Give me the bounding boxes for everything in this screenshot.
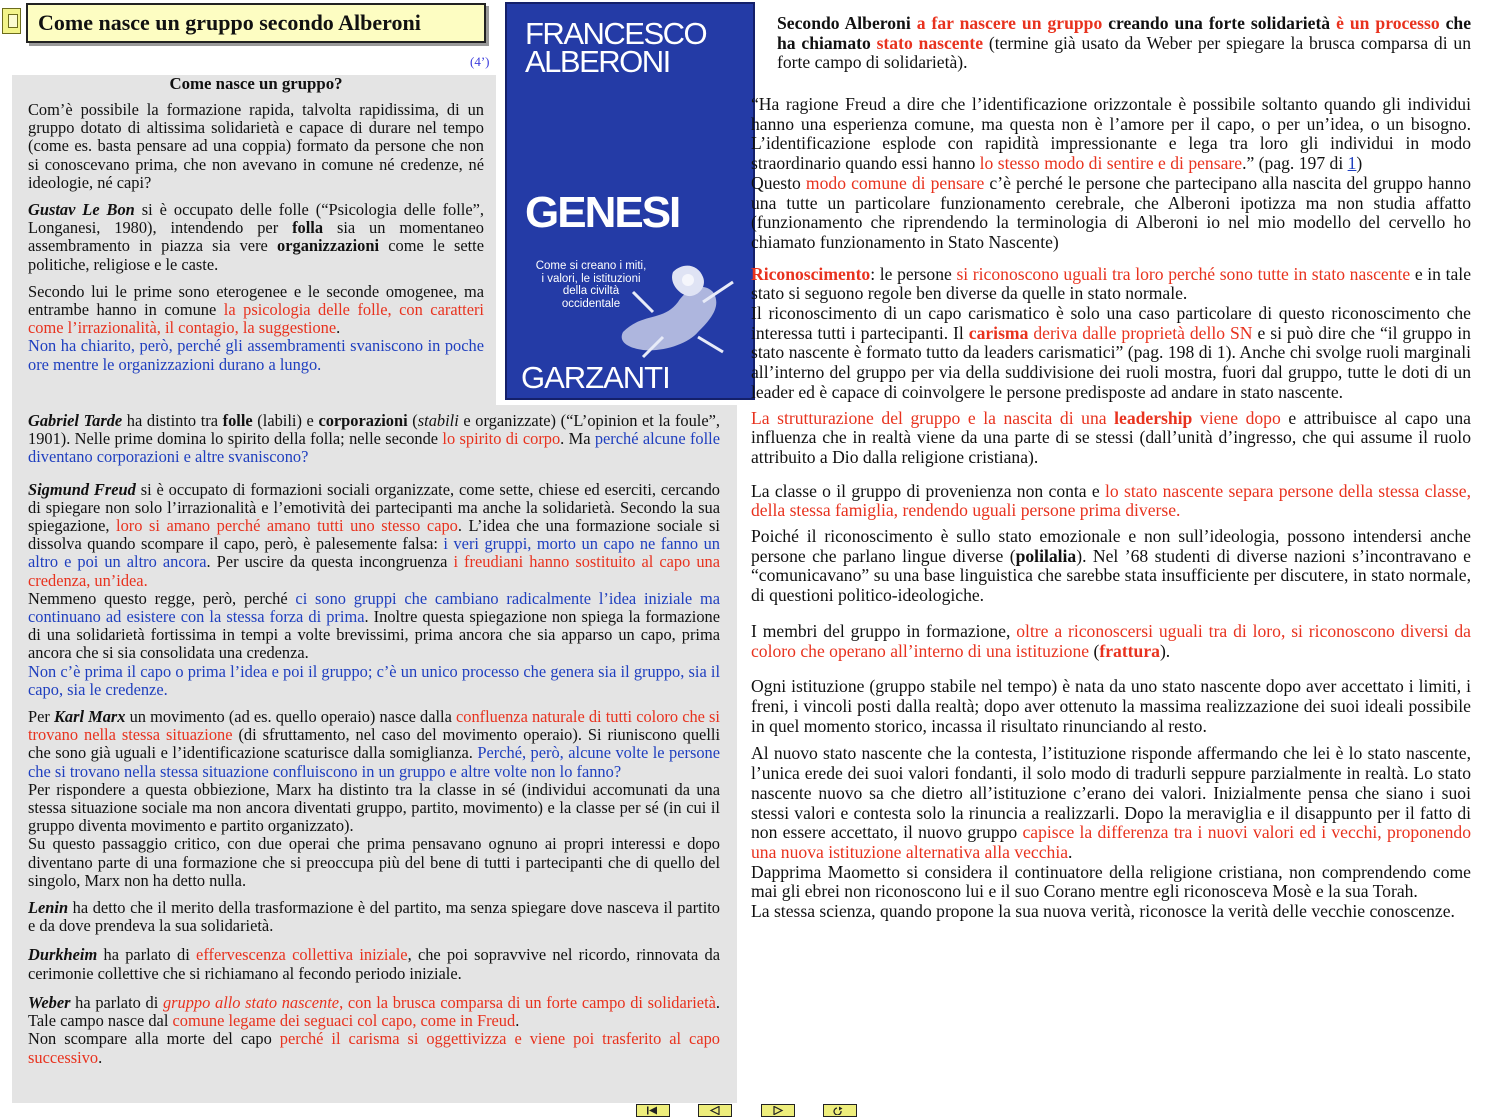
lenin-paragraph: Lenin ha detto che il merito della trasformazione è del partito, ma senza spiegare dove nasceva il partito e da dove prendeva la sua solidarietà.	[28, 898, 720, 936]
durkheim-paragraph: Durkheim ha parlato di effervescenza collettiva iniziale, che poi sopravvive nel ricordo, rinnovata da cerimonie collettive che si richiamano al fecondo periodo iniziale.	[28, 945, 720, 983]
next-page-button[interactable]	[761, 1104, 795, 1117]
carisma-paragraph: Il riconoscimento di un capo carismatico è solo una caso particolare di questo riconoscimento che interessa tutti i partecipanti. Il carisma deriva dalle proprietà dello SN e si può dire che “il gruppo in stato nascente è formato tutto da leaders carismatici” (pag. 198 di 1). Anche chi svolge ruoli marginali all’interno del gruppo per via della suddivisione dei ruoli mostra, fuori dal gruppo, tutte le doti di un leader ed è capace di coinvolgere le persone predisposte ad andare in stato nascente.	[751, 303, 1471, 402]
marx-paragraph: Per Karl Marx un movimento (ad es. quello operaio) nasce dalla confluenza naturale di tutti coloro che si trovano nella stessa situazione (di sfruttamento, nel caso del movimento operaio). Si riuniscono quelli che sono già uguali e l’identificazione scaturisce dalla somiglianza. Perché, però, alcune volte le persone che si trovano nella stessa situazione confluiscono in un gruppo e altre volte non lo fanno?	[28, 707, 720, 781]
return-button[interactable]	[823, 1104, 857, 1117]
lebon-paragraph-2: Secondo lui le prime sono eterogenee e le seconde omogenee, ma entrambe hanno in comune la psicologia delle folle, con caratteri come l’irrazionalità, il contagio, la suggestione. Non ha chiarito, però, perché gli assembramenti svaniscono in poche ore mentre le organizzazioni durano a lungo.	[28, 281, 484, 374]
left-column-top	[28, 74, 484, 374]
book-publisher: GARZANTI	[521, 360, 670, 395]
alberoni-intro-paragraph: Secondo Alberoni a far nascere un gruppo creando una forte solidarietà è un processo che ha chiamato stato nascente (termine già usato da Weber per spiegare la brusca comparsa di un forte campo di solidarietà).	[777, 13, 1472, 72]
next-page-icon	[768, 1106, 788, 1115]
reference-link[interactable]: 1	[1347, 153, 1357, 174]
weber-paragraph: Weber ha parlato di gruppo allo stato nascente, con la brusca comparsa di un forte campo di solidarietà. Tale campo nasce dal comune legame dei seguaci col capo, come in Freud. Non scompare alla morte del capo perché il carisma si oggettivizza e viene poi trasferito al capo successivo.	[28, 992, 721, 1067]
section-heading: Come nasce un gruppo?	[169, 74, 343, 93]
book-cover-image	[505, 2, 755, 400]
maometto-paragraph: Dapprima Maometto si considera il continuatore della religione cristiana, non comprendendo come mai gli ebrei non riconoscono lui e il suo Corano mentre egli riconosceva Mosè e la sua Torah.	[751, 861, 1471, 902]
book-cover-illustration	[603, 252, 753, 360]
marx-paragraph-2: Per rispondere a questa obbiezione, Marx ha distinto tra la classe in sé (individui accomunati da una stessa situazione sociale ma non ancora diventati gruppo, partito, movimento) e la classe per sé (in cui il gruppo diventa movimento e partito organizzato).	[28, 779, 720, 836]
previous-page-button[interactable]	[698, 1104, 732, 1117]
freud-quote-paragraph: “Ha ragione Freud a dire che l’identificazione orizzontale è possibile soltanto quando gli individui hanno una esperienza comune, ma questa non è l’amore per il capo, o per un’idea, o un bisogno. L’identificazione esplode con rapidità impressionante e lega tra loro gli individui in modo straordinario quando essi hanno lo stesso modo di sentire e di pensare.” (pag. 197 di 1)	[751, 94, 1471, 174]
tarde-paragraph: Gabriel Tarde ha distinto tra folle (labili) e corporazioni (stabili e organizzate) (“L’opinion et la foule”, 1901). Nelle prime domina lo spirito della folla; nelle seconde lo spirito di corpo. Ma perché alcune folle diventano corporazioni e altre svaniscono?	[28, 411, 720, 467]
scienza-paragraph: La stessa scienza, quando propone la sua nuova verità, riconosce la verità delle vecchie conoscenze.	[751, 901, 1455, 922]
slide-number: (4’)	[470, 54, 490, 69]
nuovo-stato-paragraph: Al nuovo stato nascente che la contesta, l’istituzione risponde affermando che lei è lo stato nascente, l’unica erede dei suoi valori fondanti, il solo modo di tradurli seppure parzialmente in realtà. Lo stato nascente nuovo sa che dietro all’istituzione c’erano dei valori. Inizialmente pensa che siano i suoi stessi valori e contesta solo la rinuncia a realizzarli. Dopo la meraviglia e il disappunto per il fatto di non essere accettato, il nuovo gruppo capisce la differenza tra i nuovi valori ed i vecchi, proponendo una nuova istituzione alternativa alla vecchia.	[751, 743, 1471, 862]
previous-page-icon	[705, 1106, 725, 1115]
intro-paragraph: Com’è possibile la formazione rapida, talvolta rapidissima, di un gruppo dotato di altissima solidarietà e capace di durare nel tempo (come es. basta pensare ad una coppia) formato da persone che non si conoscevano prima, che non avevano in comune né credenze, né ideologie, né capi?	[28, 100, 484, 192]
right-column-intro	[777, 14, 1471, 73]
classe-paragraph: La classe o il gruppo di provenienza non conta e lo stato nascente separa persone della stessa classe, della stessa famiglia, rendendo uguali persone prima diverse.	[751, 480, 1471, 521]
modo-comune-paragraph: Questo modo comune di pensare c’è perché le persone che partecipano alla nascita del gruppo hanno una tutte un particolare funzionamento cerebrale, che Alberoni ipotizza ma non studia affatto (funzionamento che riprendendo la terminologia di Alberoni io nel mio modello del cervello ho chiamato funzionamento in Stato Nascente)	[751, 172, 1471, 252]
first-page-icon	[643, 1106, 663, 1115]
istituzione-paragraph: Ogni istituzione (gruppo stabile nel tempo) è nata da uno stato nascente dopo aver accettato i limiti, i freni, i vincoli posti dalla realtà; dopo aver ottenuto la massima realizzazione dei suoi ideali possibile in quel momento storico, incassa il risultato rinunciando al resto.	[751, 676, 1471, 736]
leadership-paragraph: La strutturazione del gruppo e la nascita di una leadership viene dopo e attribuisce al capo una influenza che in realtà viene da una parte di se stessi (dall’unità d’ingresso, che qui assume il ruolo attribuito a Dio dalla religione cristiana).	[751, 407, 1471, 467]
frattura-paragraph: I membri del gruppo in formazione, oltre a riconoscersi uguali tra di loro, si riconoscono diversi da coloro che operano all’interno di una istituzione (frattura).	[751, 620, 1471, 661]
riconoscimento-paragraph: Riconoscimento: le persone si riconoscono uguali tra loro perché sono tutte in stato nascente e in tale stato si seguono regole ben diverse da quelle in stato normale.	[751, 263, 1471, 304]
document-icon[interactable]	[2, 8, 21, 34]
book-author: FRANCESCO ALBERONI	[525, 16, 707, 79]
first-page-button[interactable]	[636, 1104, 670, 1117]
left-column-bottom	[28, 412, 720, 1067]
book-subtitle: Come si creano i miti, i valori, le istituzioni della civiltà occidentale	[535, 260, 647, 310]
freud-paragraph: Sigmund Freud si è occupato di formazioni sociali organizzate, come sette, chiese ed eserciti, cercando di spiegare non solo l’irrazionalità e l’emotività dei partecipanti ma anche la solidarietà. Secondo la sua spiegazione, loro si amano perché amano tutti uno stesso capo. L’idea che una formazione sociale si dissolva quando scompare il capo, però, è palesemente falsa: i veri gruppi, morto un capo ne fanno un altro e poi un altro ancora. Per uscire da questa incongruenza i freudiani hanno sostituito al capo una credenza, un’idea. Nemmeno questo regge, però, perché ci sono gruppi che cambiano radicalmente l’idea iniziale ma continuano ad esistere con la stessa forza di prima. Inoltre questa spiegazione non spiega la formazione di una solidarietà fortissima in tempi a volte brevissimi, prima ancora che sia apparso un capo, prima ancora che si sia consolidata una credenza. Non c’è prima il capo o prima l’idea e poi il gruppo; c’è un unico processo che genera sia il gruppo, sia il capo, sia le credenze.	[28, 479, 721, 699]
lebon-paragraph: Gustav Le Bon si è occupato delle folle (“Psicologia delle folle”, Longanesi, 1980), intendendo per folla sia un momentaneo assembramento in piazza sia vere organizzazioni come le sette politiche, religiose e le caste.	[28, 200, 485, 274]
right-column	[751, 95, 1471, 922]
polilalia-paragraph: Poiché il riconoscimento è sullo stato emozionale e non sull’ideologia, possono intendersi anche persone che parlano lingue diverse (polilalia). Nel ’68 studenti di diverse nazioni s’incontravano e “comunicavano” su una base linguistica che sarebbe stata insufficiente per discutere, in stato normale, di questioni politico-ideologiche.	[751, 526, 1471, 606]
return-icon	[830, 1106, 850, 1115]
page-title: Come nasce un gruppo secondo Alberoni	[26, 3, 486, 43]
book-title: GENESI	[525, 188, 680, 237]
marx-paragraph-3: Su questo passaggio critico, con due operai che prima pensavano ognuno ai propri interessi e dopo diventano parte di una formazione che si preoccupa più del bene di tutti i partecipanti che di quello del singolo, Marx non ha detto nulla.	[28, 834, 720, 890]
